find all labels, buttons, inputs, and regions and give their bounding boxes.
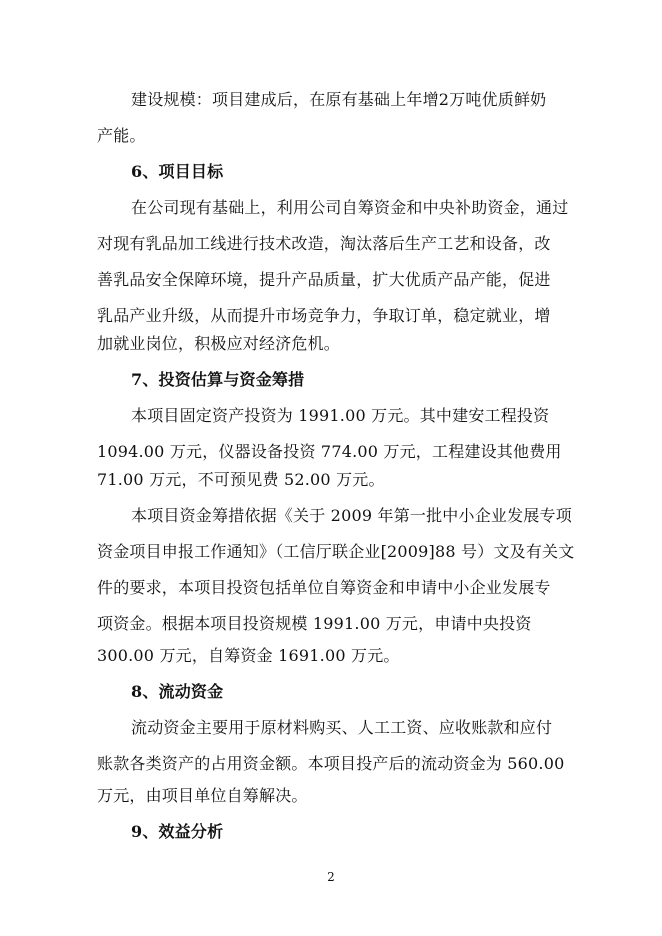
section-heading-working-capital: 8、流动资金 xyxy=(131,682,224,701)
goals-line-1: 在公司现有基础上，利用公司自筹资金和中央补助资金，通过 xyxy=(131,198,569,217)
section-heading-benefit: 9、效益分析 xyxy=(131,822,224,841)
working-capital-line-3: 万元，由项目单位自筹解决。 xyxy=(97,786,308,805)
investment-line-2: 1094.00 万元，仪器设备投资 774.00 万元，工程建设其他费用 xyxy=(97,442,562,461)
funding-line-3: 件的要求，本项目投资包括单位自筹资金和申请中小企业发展专 xyxy=(97,578,551,597)
funding-line-1: 本项目资金筹措依据《关于 2009 年第一批中小企业发展专项 xyxy=(131,506,572,525)
investment-line-3: 71.00 万元，不可预见费 52.00 万元。 xyxy=(97,470,385,489)
scale-line-2: 产能。 xyxy=(97,126,146,145)
goals-line-3: 善乳品安全保障环境，提升产品质量，扩大优质产品产能，促进 xyxy=(97,270,551,289)
investment-line-1: 本项目固定资产投资为 1991.00 万元。其中建安工程投资 xyxy=(131,406,550,425)
funding-line-4: 项资金。根据本项目投资规模 1991.00 万元，申请中央投资 xyxy=(97,614,532,633)
working-capital-line-1: 流动资金主要用于原材料购买、人工工资、应收账款和应付 xyxy=(131,718,553,737)
section-heading-investment: 7、投资估算与资金筹措 xyxy=(131,370,305,389)
goals-line-5: 加就业岗位，积极应对经济危机。 xyxy=(97,334,341,353)
funding-line-5: 300.00 万元，自筹资金 1691.00 万元。 xyxy=(97,646,400,665)
goals-line-2: 对现有乳品加工线进行技术改造，淘汰落后生产工艺和设备，改 xyxy=(97,234,551,253)
goals-line-4: 乳品产业升级，从而提升市场竞争力，争取订单，稳定就业，增 xyxy=(97,306,551,325)
funding-line-2: 资金项目申报工作通知》（工信厅联企业[2009]88 号）文及有关文 xyxy=(97,542,575,561)
section-heading-goals: 6、项目目标 xyxy=(131,162,224,181)
working-capital-line-2: 账款各类资产的占用资金额。本项目投产后的流动资金为 560.00 xyxy=(97,754,565,773)
scale-line-1: 建设规模：项目建成后，在原有基础上年增2万吨优质鲜奶 xyxy=(131,90,547,109)
page-number: 2 xyxy=(327,870,335,884)
